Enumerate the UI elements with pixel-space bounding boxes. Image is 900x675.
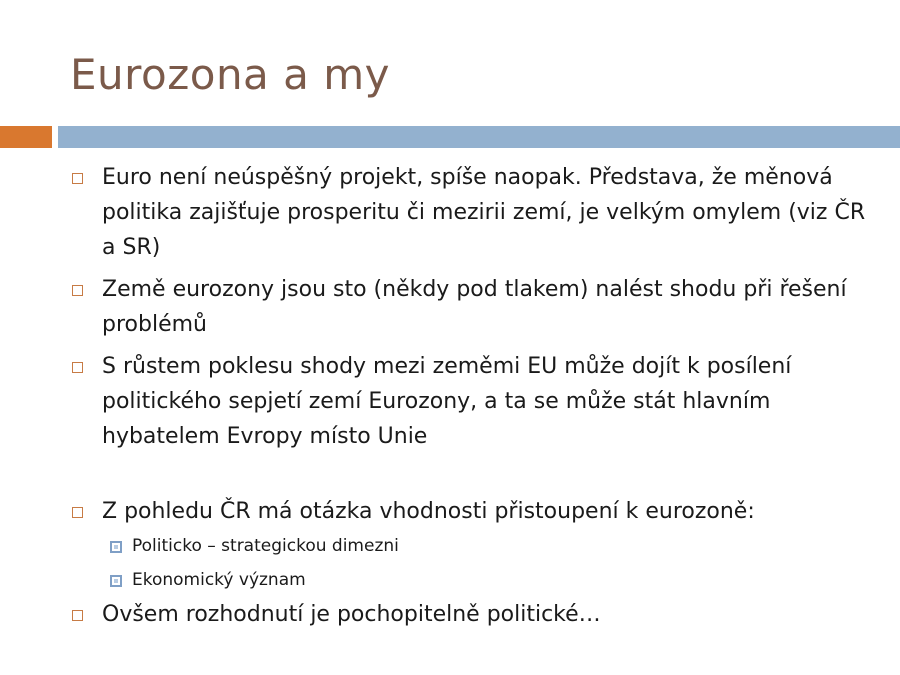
bullet-item: [70, 597, 870, 632]
bullet-item: [70, 160, 870, 265]
bullet-text: Země eurozony jsou sto (někdy pod tlakem) nalést shodu při řešení problémů: [102, 277, 847, 337]
square-sub-bullet-icon: [110, 541, 122, 553]
bullet-item: [70, 494, 870, 529]
bullet-item: [70, 349, 870, 454]
bullet-item: [70, 272, 870, 342]
sub-bullet-text: Ekonomický význam: [132, 570, 306, 590]
title-underline-bar: [58, 126, 900, 148]
square-bullet-icon: [72, 610, 83, 621]
sub-bullet-item: [70, 563, 870, 597]
accent-bar: [0, 126, 52, 148]
square-bullet-icon: [72, 173, 83, 184]
bullet-text: Ovšem rozhodnutí je pochopitelně politické…: [102, 602, 601, 627]
sub-bullet-item: [70, 529, 870, 563]
square-sub-bullet-icon: [110, 575, 122, 587]
slide-title: Eurozona a my: [70, 50, 391, 99]
slide-content: [70, 160, 870, 632]
bullet-text: S růstem poklesu shody mezi zeměmi EU může dojít k posílení politického sepjetí zemí Eurozony, a ta se může stát hlavním hybatelem Evropy místo Unie: [102, 354, 792, 449]
square-bullet-icon: [72, 362, 83, 373]
bullet-text: Euro není neúspěšný projekt, spíše naopak. Představa, že měnová politika zajišťuje prosperitu či mezirii zemí, je velkým omylem (viz ČR a SR): [102, 165, 866, 260]
square-bullet-icon: [72, 507, 83, 518]
square-bullet-icon: [72, 285, 83, 296]
sub-bullet-text: Politicko – strategickou dimezni: [132, 536, 399, 556]
bullet-text: Z pohledu ČR má otázka vhodnosti přistoupení k eurozoně:: [102, 499, 755, 524]
